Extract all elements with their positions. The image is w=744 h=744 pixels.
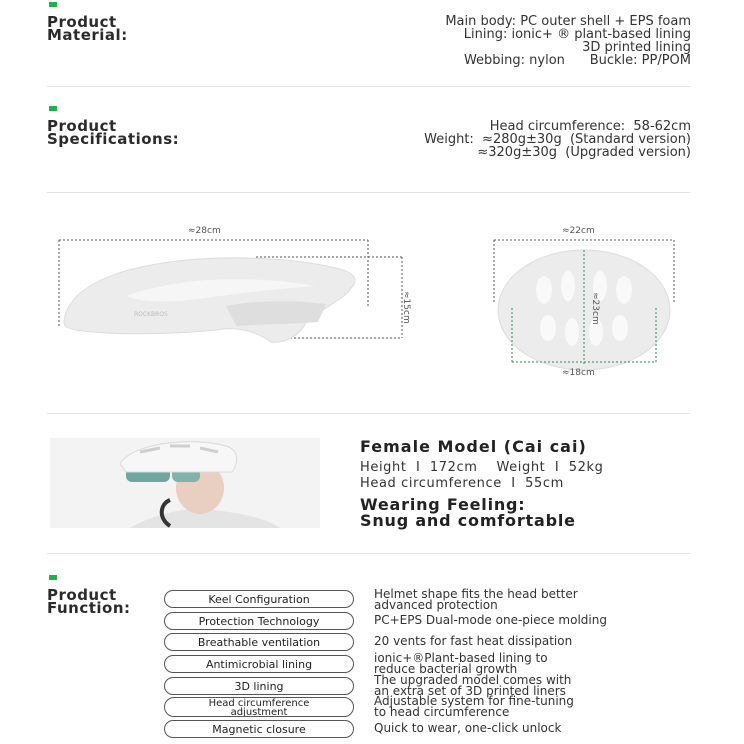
feature-desc-ventilation: 20 vents for fast heat dissipation [374, 634, 573, 648]
feature-desc-antimicrobial: ionic+®Plant-based lining to reduce bacterial growth [374, 651, 548, 676]
material-line-1: Main body: PC outer shell + EPS foam [445, 14, 691, 29]
divider [47, 553, 690, 554]
top-length-label: ≈23cm [590, 292, 600, 325]
model-photo [50, 438, 320, 528]
helmet-brand-text: ROCKBROS [134, 311, 168, 318]
material-title [47, 13, 128, 44]
model-line-1: Height I 172cm Weight I 52kg [360, 460, 604, 475]
spec-line-2: Weight: ≈280g±30g (Standard version) [424, 132, 691, 147]
divider [47, 192, 690, 193]
divider [47, 413, 690, 414]
feature-pill-adjustment: Head circumference adjustment [164, 697, 354, 717]
specifications-title [47, 117, 180, 148]
feature-desc-keel: Helmet shape fits the head better advanced protection [374, 587, 578, 612]
spec-line-1: Head circumference: 58-62cm [489, 119, 691, 134]
helmet-side-diagram [56, 226, 436, 356]
material-line-2: Lining: ionic+ ® plant-based lining [463, 27, 691, 42]
specifications-title-line2: Specifications: [47, 130, 180, 148]
material-line-3: 3D printed lining [582, 40, 691, 55]
model-heading: Female Model (Cai cai) [360, 437, 587, 456]
top-bottom-label: ≈18cm [562, 368, 595, 378]
material-line-4: Webbing: nylon Buckle: PP/POM [463, 53, 691, 68]
specifications-title-line1: Product [47, 117, 117, 135]
feature-desc-magnetic: Quick to wear, one-click unlock [374, 721, 562, 735]
function-title [47, 586, 131, 617]
side-height-label: ≈15cm [401, 291, 411, 324]
feature-desc-protection: PC+EPS Dual-mode one-piece molding [374, 613, 607, 627]
section-bullet [49, 575, 57, 580]
function-title-line1: Product [47, 586, 117, 604]
material-title-line1: Product [47, 13, 117, 31]
helmet-top-svg [488, 226, 688, 386]
model-photo-svg [50, 438, 320, 528]
feature-desc-adjustment: Adjustable system for fine-tuning to head circumference [374, 694, 574, 719]
feature-pill-keel: Keel Configuration [164, 590, 354, 608]
feature-pill-3d-lining: 3D lining [164, 677, 354, 695]
feature-pill-ventilation: Breathable ventilation [164, 633, 354, 651]
side-width-label: ≈28cm [188, 226, 221, 236]
model-line-2: Head circumference I 55cm [360, 476, 564, 491]
helmet-top-diagram [488, 226, 688, 386]
feature-pill-magnetic: Magnetic closure [164, 720, 354, 738]
feature-pill-antimicrobial: Antimicrobial lining [164, 655, 354, 673]
feature-desc-3d-lining: The upgraded model comes with an extra set of 3D printed liners [374, 673, 572, 698]
section-bullet [49, 106, 57, 111]
feature-pill-protection: Protection Technology [164, 612, 354, 630]
divider [47, 86, 690, 87]
spec-line-3: ≈320g±30g (Upgraded version) [477, 145, 691, 160]
top-width-label: ≈22cm [562, 226, 595, 236]
section-bullet [49, 2, 57, 7]
helmet-side-svg [56, 226, 436, 356]
wearing-feeling-title: Wearing Feeling: [360, 495, 526, 514]
material-title-line2: Material: [47, 26, 128, 44]
wearing-feeling-value: Snug and comfortable [360, 511, 576, 530]
function-title-line2: Function: [47, 599, 131, 617]
